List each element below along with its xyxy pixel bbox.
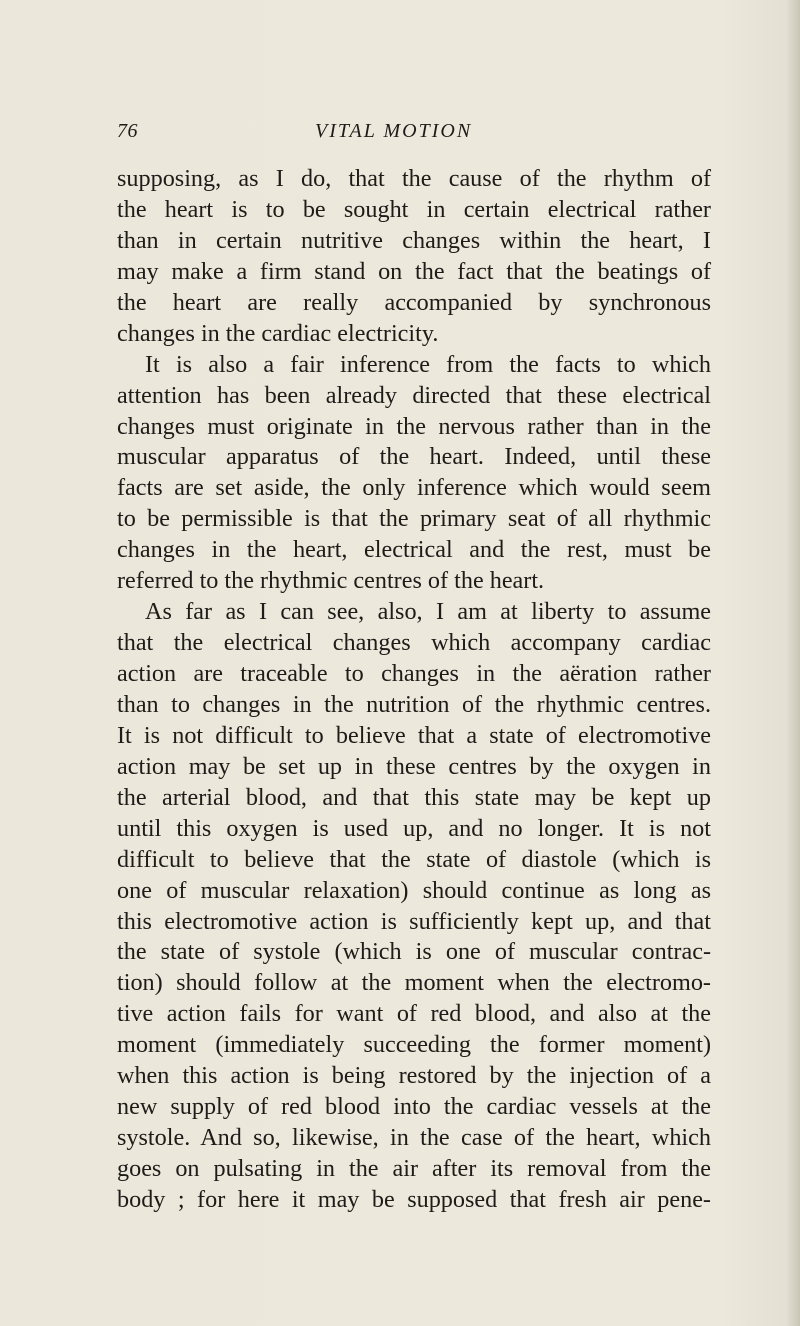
text-line: until this oxygen is used up, and no longer. It is not [117,814,711,842]
running-head [117,120,717,150]
text-line: that the electrical changes which accompany cardiac [117,629,711,657]
text-line: may make a firm stand on the fact that the beatings of [117,257,711,285]
text-line: referred to the rhythmic centres of the heart. [117,567,545,595]
page-number: 76 [117,120,138,142]
running-title: VITAL MOTION [315,120,473,142]
text-line: the state of systole (which is one of muscular contrac- [117,938,711,966]
text-line: changes in the cardiac electricity. [117,319,439,347]
text-line: moment (immediately succeeding the former moment) [117,1031,711,1059]
text-line: goes on pulsating in the air after its removal from the [117,1155,711,1182]
text-line: As far as I can see, also, I am at liberty to assume [145,598,711,626]
text-line: systole. And so, likewise, in the case of the heart, which [117,1124,711,1152]
text-line: when this action is being restored by the injection of a [117,1062,711,1090]
text-line: tion) should follow at the moment when the electromo- [117,969,711,997]
text-line: supposing, as I do, that the cause of the rhythm of [117,165,711,192]
text-line: the heart is to be sought in certain electrical rather [117,195,711,223]
text-line: It is not difficult to believe that a state of electromotive [117,721,711,749]
text-line: changes must originate in the nervous rather than in the [117,412,711,440]
text-line: one of muscular relaxation) should continue as long as [117,876,711,904]
text-line: muscular apparatus of the heart. Indeed, until these [117,443,711,471]
text-line: than in certain nutritive changes within the heart, I [117,226,711,254]
text-line: facts are set aside, the only inference which would seem [117,474,711,502]
text-line: difficult to believe that the state of diastole (which is [117,845,711,873]
text-line: to be permissible is that the primary seat of all rhythmic [117,505,711,533]
text-line: body ; for here it may be supposed that fresh air pene- [117,1185,711,1213]
text-line: It is also a fair inference from the facts to which [145,350,711,378]
page-edge-shadow [786,0,800,1326]
text-line: tive action fails for want of red blood, and also at the [117,1000,711,1028]
text-line: changes in the heart, electrical and the rest, must be [117,536,711,564]
text-line: attention has been already directed that these electrical [117,381,711,409]
text-line: the heart are really accompanied by synchronous [117,288,711,316]
text-line: the arterial blood, and that this state may be kept up [117,783,711,811]
body-text [117,164,711,1216]
text-line: this electromotive action is sufficiently kept up, and that [117,907,711,935]
text-line: action may be set up in these centres by the oxygen in [117,752,711,780]
text-line: new supply of red blood into the cardiac vessels at the [117,1093,711,1121]
text-line: action are traceable to changes in the aëration rather [117,660,711,687]
text-line: than to changes in the nutrition of the rhythmic centres. [117,690,711,718]
